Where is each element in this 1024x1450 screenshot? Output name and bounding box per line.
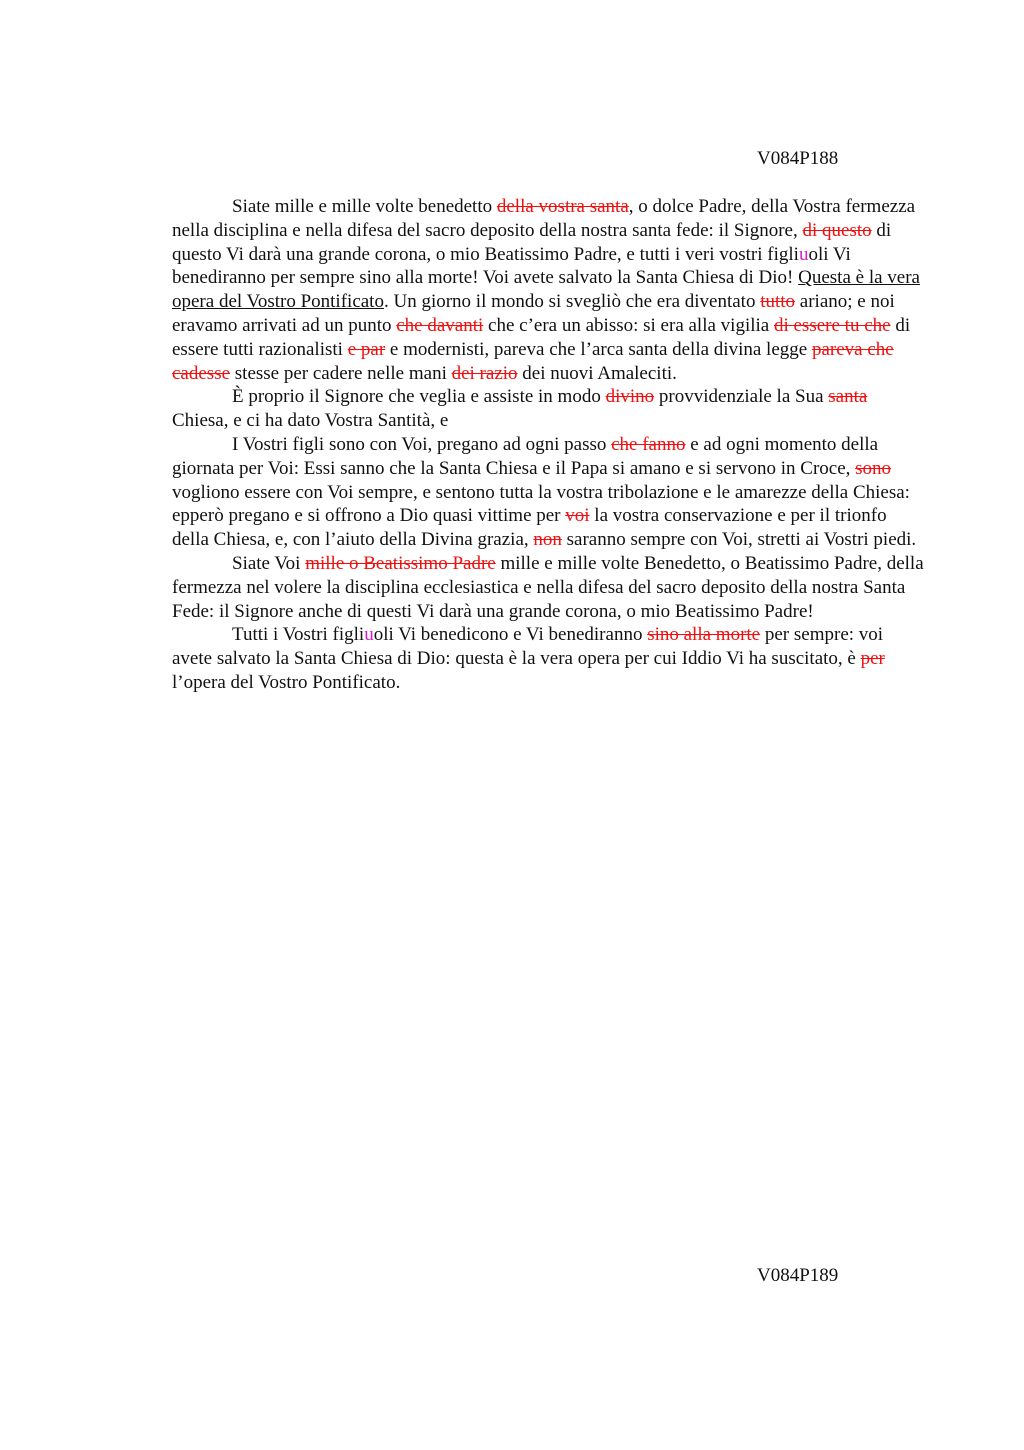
deleted-text: voi	[565, 505, 590, 527]
document-body	[172, 195, 924, 695]
inserted-text: u	[364, 624, 374, 646]
inserted-text: u	[798, 243, 809, 265]
deleted-text: che fanno	[611, 433, 686, 455]
text-run: per sempre: voi avete salvato la Santa Chiesa di Dio: questa è la vera opera per cui Iddio Vi ha suscitato, è	[172, 624, 884, 670]
deleted-text: pareva che cadesse	[172, 338, 894, 384]
text-run: oli Vi benediranno per sempre sino alla morte! Voi avete salvato la Santa Chiesa di Dio!	[172, 243, 851, 289]
deleted-text: e par	[347, 338, 386, 360]
text-run: di questo Vi darà una grande corona, o mio Beatissimo Padre, e tutti i veri vostri figli	[172, 219, 892, 265]
text-run: l’opera del Vostro Pontificato.	[172, 671, 401, 693]
text-run: e ad ogni momento della giornata per Voi: Essi sanno che la Santa Chiesa e il Papa si amano e si servono in Croce,	[172, 433, 879, 479]
deleted-text: sino alla morte	[647, 624, 761, 646]
paragraph-4	[172, 552, 924, 623]
deleted-text: per	[860, 648, 885, 670]
text-run: che c’era un abisso: si era alla vigilia	[483, 314, 774, 336]
text-run: Chiesa, e ci ha dato Vostra Santità, e	[172, 410, 449, 432]
deleted-text: tutto	[760, 291, 796, 313]
deleted-text: divino	[605, 386, 655, 408]
paragraph-2	[172, 385, 924, 433]
paragraph-3	[172, 433, 924, 552]
text-run: ariano; e noi eravamo arrivati ad un punto	[172, 291, 895, 336]
text-run: Siate Voi	[232, 552, 306, 574]
page-reference-top: V084P188	[757, 148, 839, 169]
text-run: I Vostri figli sono con Voi, pregano ad ogni passo	[232, 433, 612, 455]
page-reference-bottom: V084P189	[757, 1265, 839, 1286]
text-run: , o dolce Padre, della Vostra fermezza nella disciplina e nella difesa del sacro deposito della nostra santa fede: il Signore,	[172, 196, 916, 241]
paragraph-5	[172, 623, 924, 694]
deleted-text: di questo	[802, 219, 872, 241]
text-run: È proprio il Signore che veglia e assiste in modo	[232, 386, 606, 408]
deleted-text: che davanti	[396, 314, 484, 336]
text-run: saranno sempre con Voi, stretti ai Vostri piedi.	[561, 529, 917, 551]
deleted-text: sono	[855, 457, 892, 479]
text-run: e modernisti, pareva che l’arca santa della divina legge	[385, 338, 812, 360]
deleted-text: di essere tu che	[773, 314, 891, 336]
text-run: oli Vi benedicono e Vi benediranno	[373, 624, 648, 646]
deleted-text: mille o Beatissimo Padre	[305, 552, 496, 574]
text-run: di essere tutti razionalisti	[172, 314, 911, 360]
text-run: . Un giorno il mondo si svegliò che era diventato	[383, 291, 761, 313]
deleted-text: dei razio	[451, 362, 518, 384]
paragraph-1	[172, 195, 924, 385]
text-run: mille e mille volte Benedetto, o Beatissimo Padre, della fermezza nel volere la disciplina ecclesiastica e nella difesa del sacro deposito della nostra Santa Fede: il Signore anche di questi Vi darà una grande corona, o mio Beatissimo Padre!	[172, 552, 924, 622]
text-run: Siate mille e mille volte benedetto	[232, 196, 497, 217]
text-run: stesse per cadere nelle mani	[230, 362, 452, 384]
text-run: provvidenziale la Sua	[654, 386, 829, 408]
deleted-text: non	[533, 529, 562, 551]
text-run: la vostra conservazione e per il trionfo della Chiesa, e, con l’aiuto della Divina grazia,	[172, 505, 887, 551]
text-run: Tutti i Vostri figli	[232, 624, 365, 646]
text-run: vogliono essere con Voi sempre, e sentono tutta la vostra tribolazione e le amarezze della Chiesa: epperò pregano e si offrono a Dio quasi vittime per	[172, 481, 910, 527]
underlined-text: Questa è la vera opera del Vostro Pontificato	[172, 267, 920, 313]
text-run: dei nuovi Amaleciti.	[517, 362, 677, 384]
deleted-text: santa	[828, 386, 868, 408]
deleted-text: della vostra santa	[496, 196, 629, 217]
